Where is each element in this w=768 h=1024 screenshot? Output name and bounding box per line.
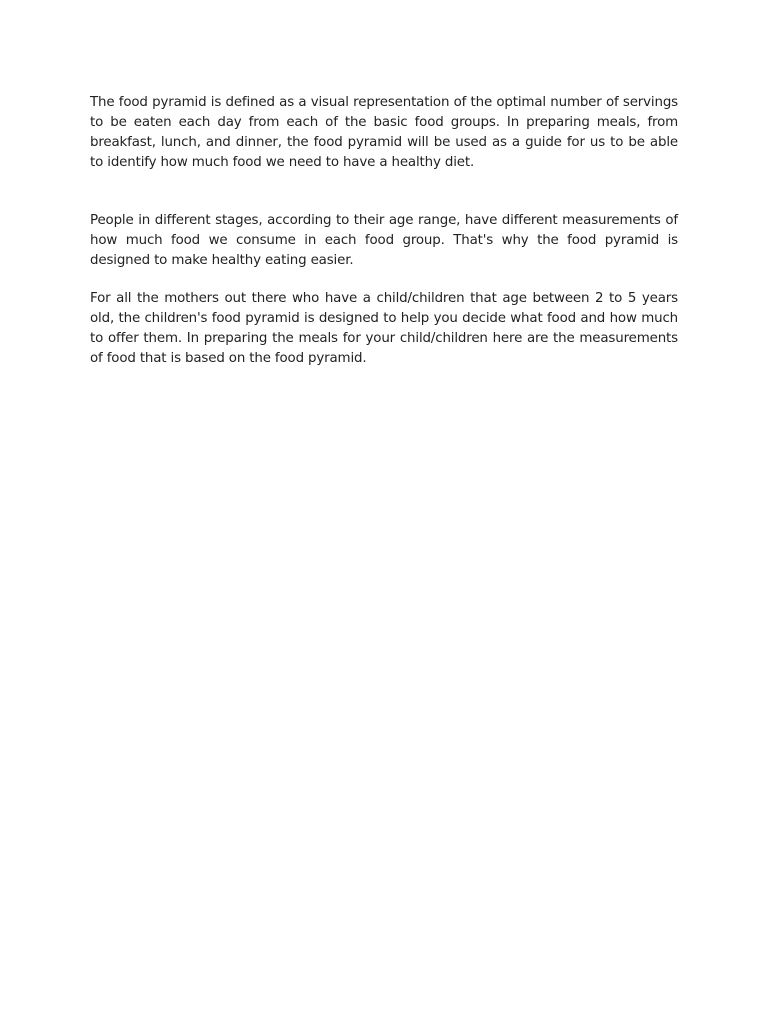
paragraph-food-pyramid-definition: The food pyramid is defined as a visual representation of the optimal number of servings to be eaten each day from each of the basic food groups. In preparing meals, from breakfast, lunch, and dinner, the food pyramid will be used as a guide for us to be able to identify how much food we need to have a healthy diet. bbox=[90, 95, 678, 170]
paragraph-spacer bbox=[90, 173, 678, 211]
document-body bbox=[90, 93, 678, 369]
paragraph-children-food-pyramid: For all the mothers out there who have a child/children that age between 2 to 5 years old, the children's food pyramid is designed to help you decide what food and how much to offer them. In preparing the meals for your child/children here are the measurements of food that is based on the food pyramid. bbox=[90, 291, 678, 366]
paragraph-age-stages: People in different stages, according to their age range, have different measurements of how much food we consume in each food group. That's why the food pyramid is designed to make healthy eating easier. bbox=[90, 213, 678, 268]
paragraph-spacer bbox=[90, 271, 678, 289]
